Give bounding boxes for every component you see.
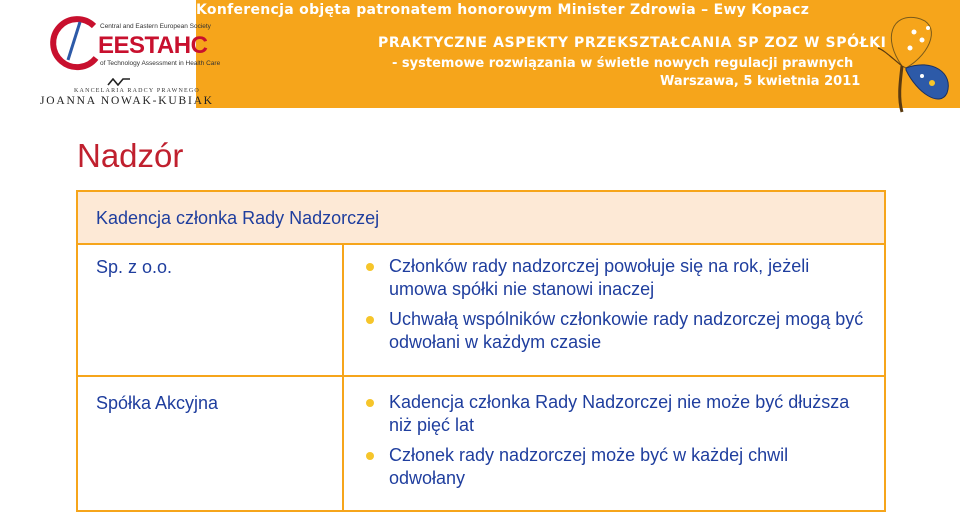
kancelaria-caption: KANCELARIA RADCY PRAWNEGO <box>74 88 200 94</box>
table-row <box>76 375 886 512</box>
table-header-text: Kadencja członka Rady Nadzorczej <box>96 208 380 228</box>
eestahc-logo-icon <box>46 14 104 72</box>
bullet-list <box>364 255 864 361</box>
conference-date: Warszawa, 5 kwietnia 2011 <box>660 74 861 89</box>
comparison-table <box>76 190 886 512</box>
patronage-text: Konferencja objęta patronatem honorowym Minister Zdrowia – Ewy Kopacz <box>196 2 810 18</box>
list-item-text: Członków rady nadzorczej powołuje się na rok, jeżeli umowa spółki nie stanowi inaczej <box>389 256 810 299</box>
row-label: Spółka Akcyjna <box>96 393 219 413</box>
list-item <box>364 444 864 490</box>
bullet-icon <box>366 316 374 324</box>
bullet-icon <box>366 399 374 407</box>
bullet-icon <box>366 263 374 271</box>
eestahc-tagline-bottom: of Technology Assessment in Health Care <box>100 60 221 67</box>
list-item <box>364 255 864 301</box>
kancelaria-name: JOANNA NOWAK-KUBIAK <box>40 95 214 107</box>
conference-title: PRAKTYCZNE ASPEKTY PRZEKSZTAŁCANIA SP ZOZ W SPÓŁKI <box>378 35 887 51</box>
kancelaria-mark-icon <box>107 78 131 86</box>
bullet-list <box>364 391 864 497</box>
list-item <box>364 308 864 354</box>
bullet-icon <box>366 452 374 460</box>
slide-title: Nadzór <box>77 137 184 174</box>
butterfly-logo <box>862 8 956 116</box>
list-item-text: Członek rady nadzorczej może być w każdej chwil odwołany <box>389 445 789 488</box>
conference-subtitle: - systemowe rozwiązania w świetle nowych regulacji prawnych <box>392 56 854 71</box>
table-row <box>76 243 886 377</box>
list-item-text: Kadencja członka Rady Nadzorczej nie może być dłuższa niż pięć lat <box>389 392 850 435</box>
row-label-cell <box>78 375 344 510</box>
row-label-cell <box>78 243 344 375</box>
eestahc-name: EESTAHC <box>98 32 208 59</box>
list-item <box>364 391 864 437</box>
table-header <box>76 190 886 245</box>
eestahc-tagline-top: Central and Eastern European Society <box>100 23 211 30</box>
list-item-text: Uchwałą wspólników członkowie rady nadzorczej mogą być odwołani w każdym czasie <box>389 309 864 352</box>
row-label: Sp. z o.o. <box>96 257 173 277</box>
